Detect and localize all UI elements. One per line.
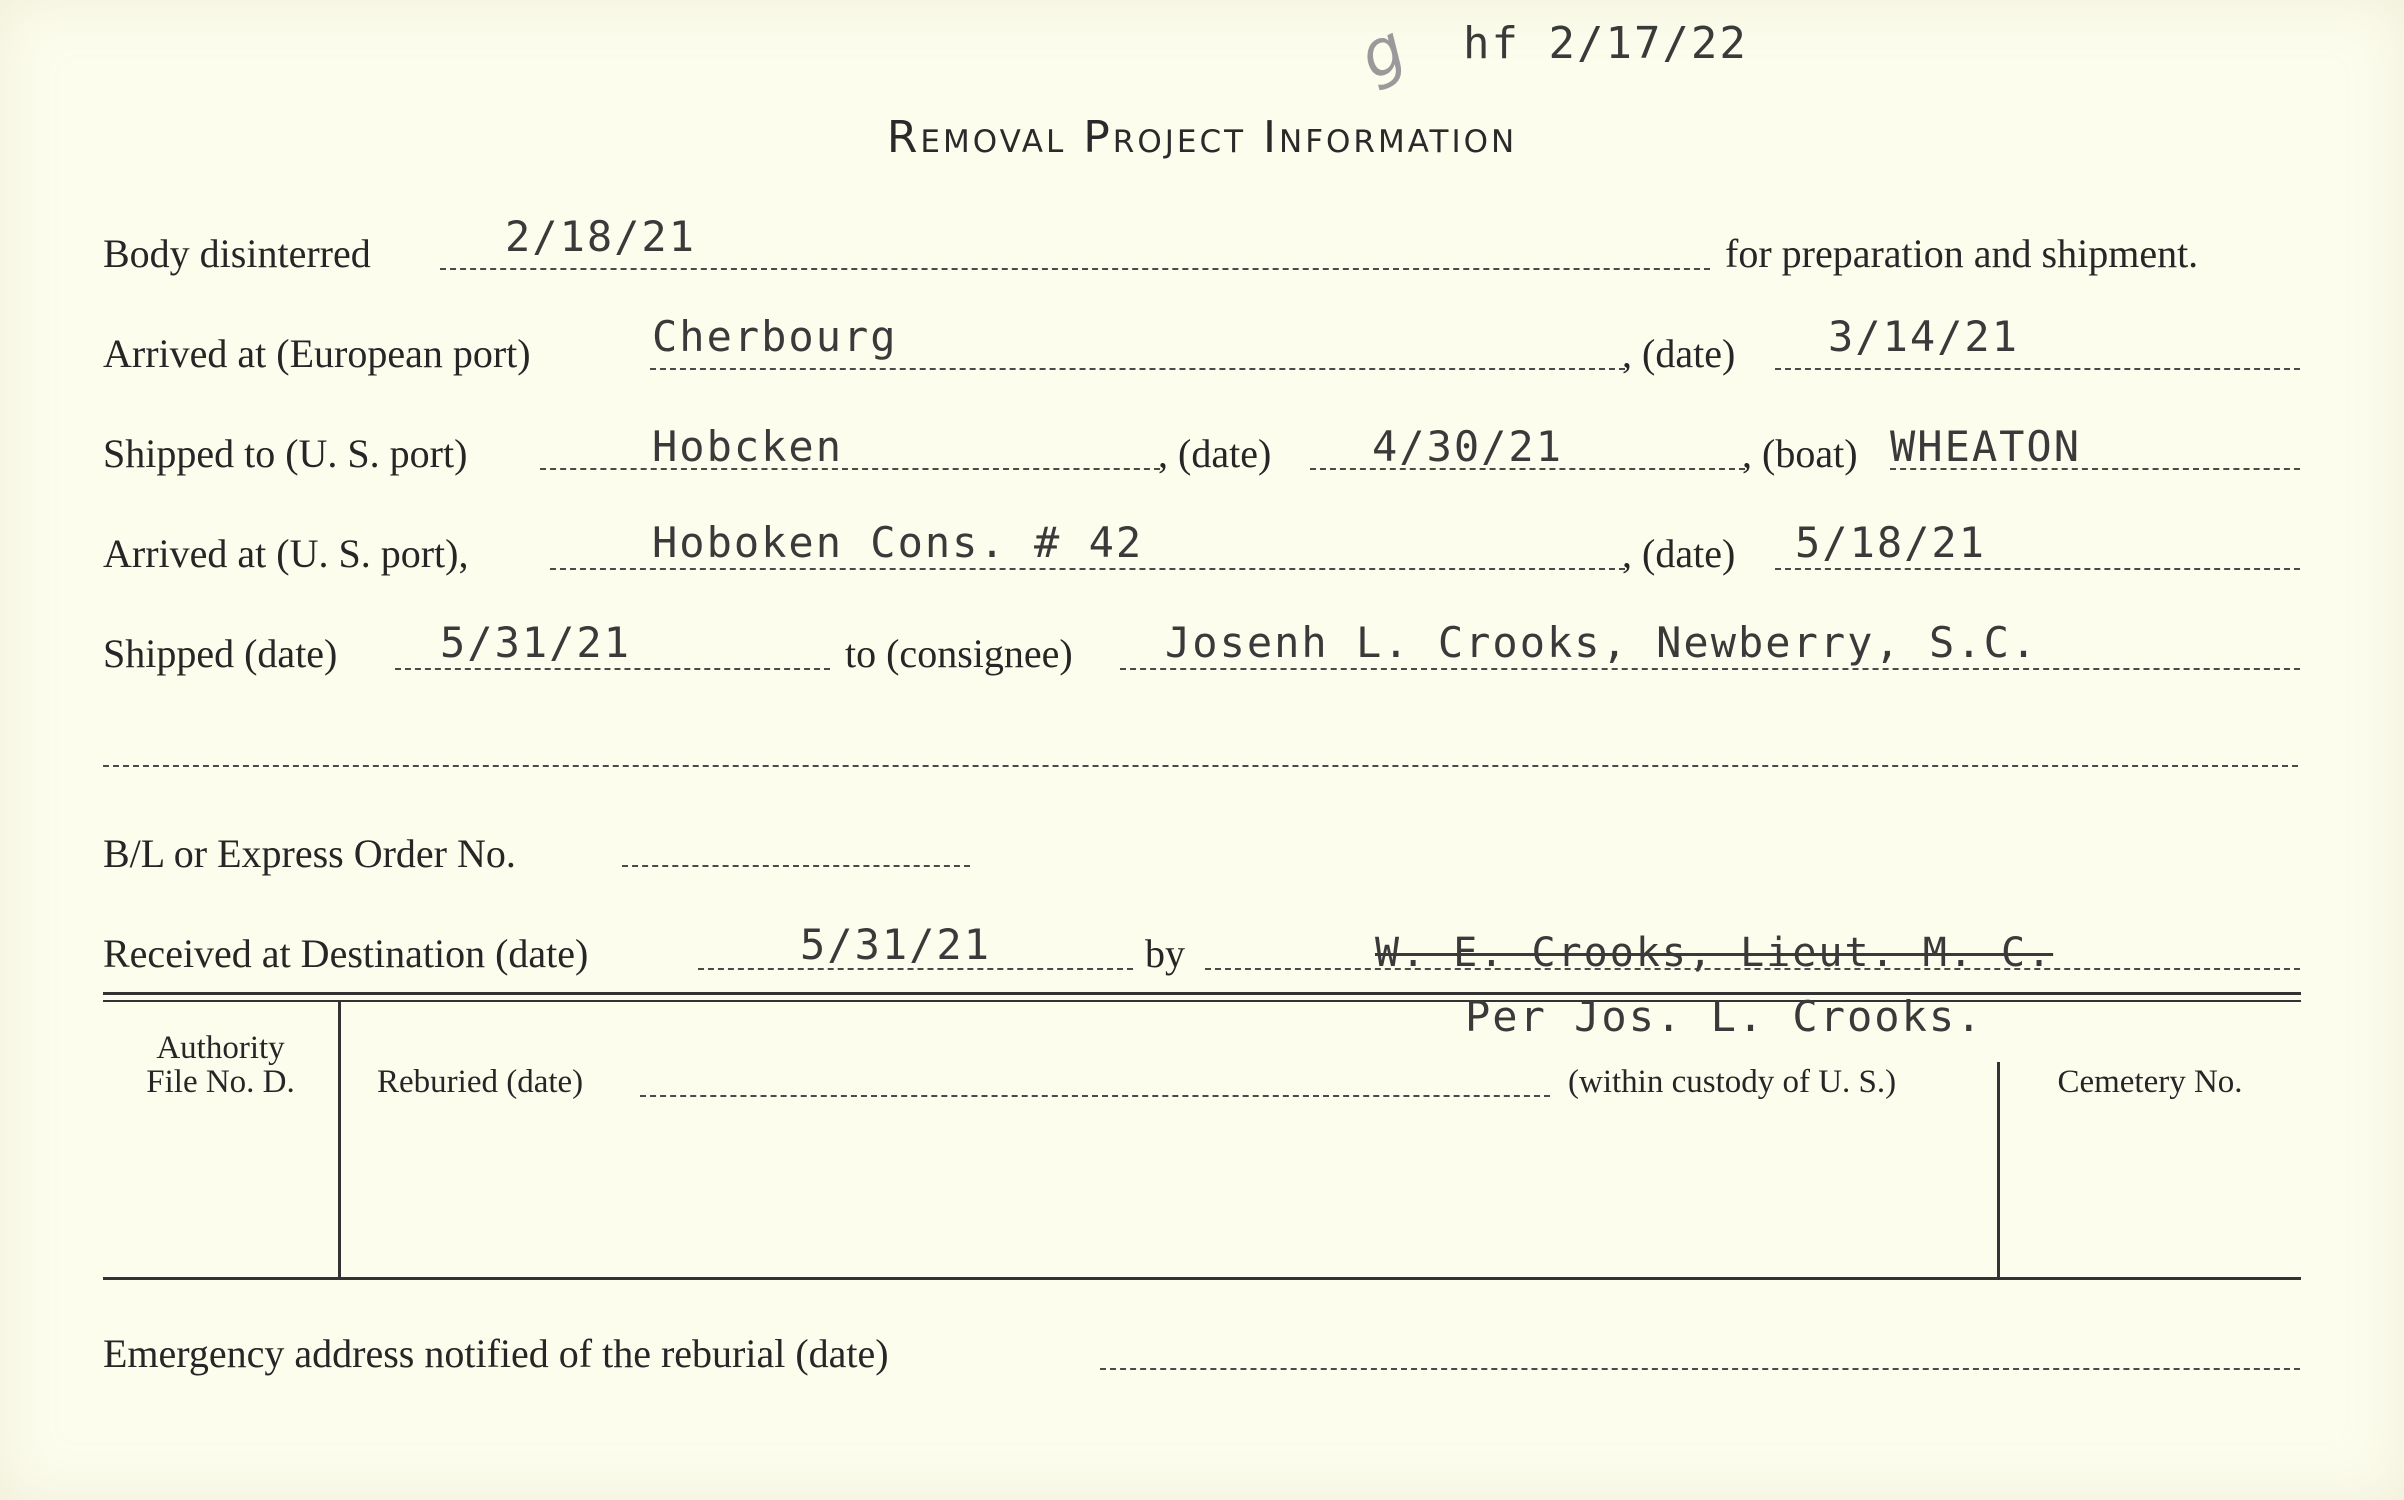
- us-port-value: Hoboken Cons. # 42: [652, 518, 1144, 567]
- dotted-line: [395, 668, 830, 670]
- shipped-to-value: Hobcken: [652, 422, 844, 471]
- cemetery-no-label: Cemetery No.: [2057, 1064, 2243, 1100]
- shipped-value: 5/31/21: [440, 618, 632, 667]
- received-by-per: Per Jos. L. Crooks.: [1465, 992, 1984, 1041]
- shipped-to-date-label: , (date): [1158, 431, 1272, 476]
- dotted-line: [1100, 1368, 2300, 1370]
- euro-port-date: 3/14/21: [1828, 312, 2020, 361]
- euro-port-date-label: , (date): [1622, 331, 1736, 376]
- reburied-label: Reburied (date): [377, 1064, 584, 1100]
- file-no-label: File No. D.: [146, 1064, 295, 1100]
- dotted-line: [640, 1095, 1550, 1097]
- dotted-line: [103, 765, 2298, 767]
- dotted-line: [550, 568, 1625, 570]
- received-by-struck: W. E. Crooks, Lieut. M. C.: [1375, 930, 2054, 976]
- disinterred-value: 2/18/21: [505, 212, 697, 261]
- us-port-label: Arrived at (U. S. port),: [103, 531, 469, 576]
- dotted-line: [1120, 668, 2300, 670]
- by-label: by: [1145, 931, 1185, 976]
- us-port-date: 5/18/21: [1795, 518, 1987, 567]
- euro-port-label: Arrived at (European port): [103, 331, 531, 376]
- dotted-line: [650, 368, 1625, 370]
- dotted-line: [1775, 568, 2300, 570]
- received-value: 5/31/21: [800, 920, 992, 969]
- received-label: Received at Destination (date): [103, 931, 589, 976]
- dotted-line: [1775, 368, 2300, 370]
- consignee-label: to (consignee): [845, 631, 1073, 676]
- shipped-label: Shipped (date): [103, 631, 338, 676]
- disinterred-label: Body disinterred: [103, 231, 371, 276]
- dotted-line: [622, 865, 970, 867]
- custody-label: (within custody of U. S.): [1568, 1064, 1897, 1100]
- emergency-label: Emergency address notified of the reburial (date): [103, 1331, 889, 1376]
- boat-label: , (boat): [1742, 431, 1858, 476]
- authority-label: Authority: [156, 1030, 285, 1066]
- shipped-to-label: Shipped to (U. S. port): [103, 431, 468, 476]
- consignee-value: Josenh L. Crooks, Newberry, S.C.: [1165, 618, 2039, 667]
- form-title: Removal Project Information: [886, 112, 1518, 163]
- us-port-date-label: , (date): [1622, 531, 1736, 576]
- shipped-to-date: 4/30/21: [1372, 422, 1564, 471]
- disinterred-suffix: for preparation and shipment.: [1725, 231, 2199, 276]
- divider-rule: [103, 1277, 2301, 1280]
- bl-label: B/L or Express Order No.: [103, 831, 516, 876]
- euro-port-value: Cherbourg: [652, 312, 898, 361]
- dotted-line: [440, 268, 1710, 270]
- dotted-line: [540, 468, 1160, 470]
- pencil-mark: g: [1348, 10, 1417, 96]
- boat-value: WHEATON: [1890, 422, 2082, 471]
- column-divider: [338, 1002, 341, 1277]
- typed-note: hf 2/17/22: [1463, 18, 1748, 69]
